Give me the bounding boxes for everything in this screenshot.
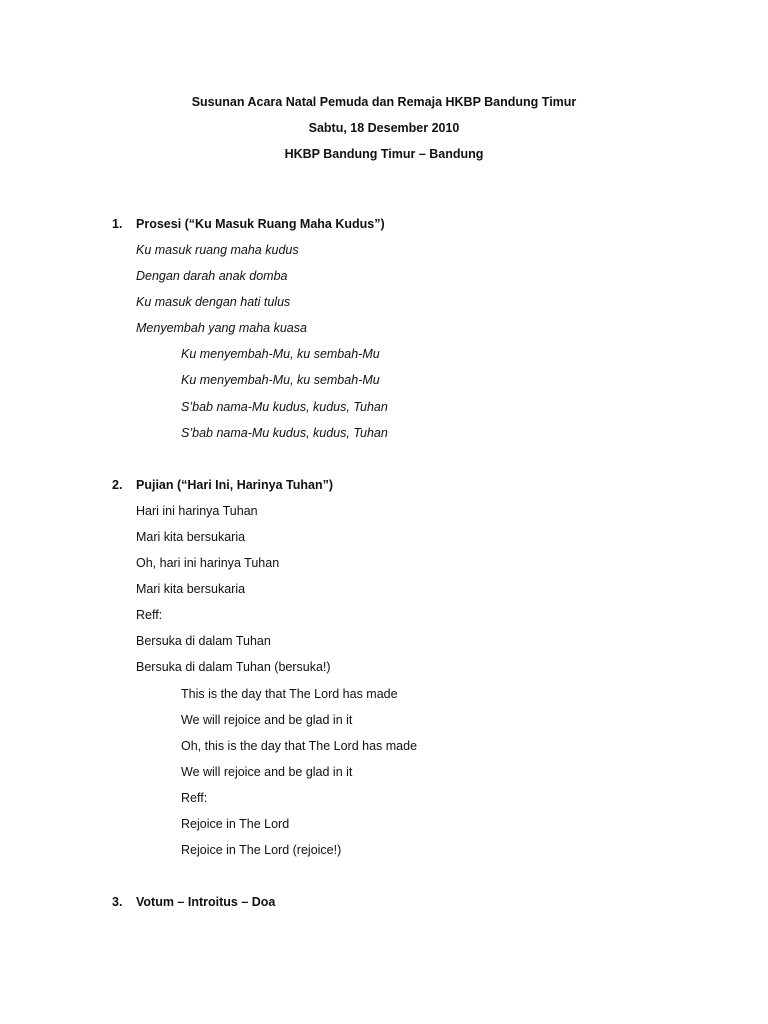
lyric-line: Rejoice in The Lord (rejoice!) [181, 843, 342, 857]
lyric-line: We will rejoice and be glad in it [181, 765, 353, 779]
refrain-label: Reff: [181, 791, 208, 805]
lyric-line: Oh, hari ini harinya Tuhan [136, 556, 280, 570]
lyric-line: Ku menyembah-Mu, ku sembah-Mu [181, 347, 380, 361]
document-date: Sabtu, 18 Desember 2010 [308, 121, 460, 135]
lyric-line: Ku masuk ruang maha kudus [136, 243, 299, 257]
refrain-label: Reff: [136, 608, 163, 622]
document-location: HKBP Bandung Timur – Bandung [284, 147, 484, 161]
lyric-line: Ku masuk dengan hati tulus [136, 295, 291, 309]
lyric-line: Bersuka di dalam Tuhan (bersuka!) [136, 660, 331, 674]
section-1-heading: Prosesi (“Ku Masuk Ruang Maha Kudus”) [136, 217, 385, 231]
lyric-line: We will rejoice and be glad in it [181, 713, 353, 727]
lyric-line: Ku menyembah-Mu, ku sembah-Mu [181, 373, 380, 387]
lyric-line: Hari ini harinya Tuhan [136, 504, 258, 518]
lyric-line: Mari kita bersukaria [136, 530, 246, 544]
section-1-number: 1. [112, 217, 123, 231]
lyric-line: Oh, this is the day that The Lord has made [181, 739, 418, 753]
lyric-line: This is the day that The Lord has made [181, 687, 398, 701]
section-3-number: 3. [112, 895, 123, 909]
lyric-line: Rejoice in The Lord [181, 817, 290, 831]
section-2-number: 2. [112, 478, 123, 492]
lyric-line: S’bab nama-Mu kudus, kudus, Tuhan [181, 426, 388, 440]
lyric-line: Bersuka di dalam Tuhan [136, 634, 271, 648]
document-title: Susunan Acara Natal Pemuda dan Remaja HKBP Bandung Timur [191, 95, 577, 109]
lyric-line: S’bab nama-Mu kudus, kudus, Tuhan [181, 400, 388, 414]
lyric-line: Mari kita bersukaria [136, 582, 246, 596]
lyric-line: Dengan darah anak domba [136, 269, 288, 283]
lyric-line: Menyembah yang maha kuasa [136, 321, 307, 335]
section-3-heading: Votum – Introitus – Doa [136, 895, 276, 909]
section-2-heading: Pujian (“Hari Ini, Harinya Tuhan”) [136, 478, 334, 492]
